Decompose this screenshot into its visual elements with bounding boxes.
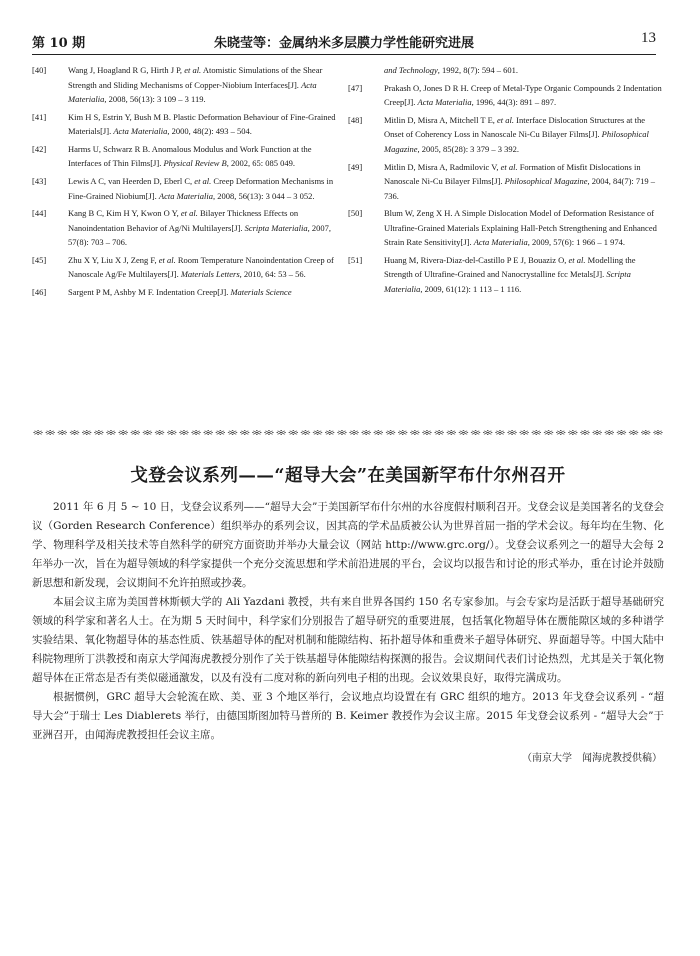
page-number: 13 [641, 30, 656, 46]
reference-item [348, 253, 666, 297]
reference-journal: Acta Materialia [68, 79, 317, 104]
reference-item [32, 63, 336, 107]
reference-list-right [348, 63, 666, 300]
reference-journal: et al. [568, 254, 586, 265]
reference-text: Blum W, Zeng X H. A Simple Dislocation Model of Deformation Resistance of Ultrafine-Grained Materials Explaining Hall-Petch Strengthening and Enhanced Strain Rate Sensitivity[J]. [384, 208, 657, 248]
reference-item [348, 160, 666, 204]
reference-text: Formation of Misfit Dislocations in Nanoscale Ni-Cu Bilayer Films[J]. [384, 161, 641, 187]
reference-text: , 2008, 56(13): 3 044 – 3 052. [212, 190, 315, 201]
reference-item [348, 206, 666, 250]
reference-item [32, 253, 336, 282]
reference-number: [46] [32, 287, 47, 298]
reference-text: Zhu X Y, Liu X J, Zeng F, [68, 254, 159, 265]
reference-journal: Acta Materialia [473, 237, 528, 248]
reference-number: [42] [32, 143, 47, 154]
reference-item [32, 285, 336, 300]
reference-text: Kang B C, Kim H Y, Kwon O Y, [68, 208, 181, 219]
paragraph: 根据惯例，GRC 超导大会轮流在欧、美、亚 3 个地区举行，会议地点均设置在有 GRC 组织的地方。2013 年戈登会议系列 - “超导大会”于瑞士 Les Diablerets 举行，由德国斯图加特马普所的 B. Keimer 教授作为会议主席。2015 年戈登会议系列 - “超导大会”于亚洲召开，由闻海虎教授担任会议主席。 [32, 691, 664, 741]
reference-journal: Materials Letters [180, 269, 240, 280]
reference-number: [48] [348, 114, 363, 125]
reference-text: , 1996, 44(3): 891 – 897. [471, 97, 557, 108]
reference-text: Prakash O, Jones D R H. Creep of Metal-Type Organic Compounds 2 Indentation Creep[J]. [384, 82, 662, 108]
reference-journal: and Technology [384, 65, 438, 75]
reference-journal: et al. [497, 114, 515, 125]
reference-text: Sargent P M, Ashby M F. Indentation Creep[J]. [68, 287, 231, 298]
reference-text: , 2000, 48(2): 493 – 504. [167, 126, 252, 137]
reference-journal: Scripta Materialia [244, 222, 308, 233]
reference-journal: Acta Materialia [417, 97, 472, 108]
reference-text: Creep Deformation Mechanisms in Fine-Grained Niobium[J]. [68, 176, 334, 201]
paragraph: 本届会议主席为美国普林斯顿大学的 Ali Yazdani 教授，共有来自世界各国约 150 名专家参加。与会专家均是活跃于超导基础研究领域的科学家和著名人士。在为期 5 天时间中，科学家们分别报告了超导研究的重要进展，包括氧化物超导体在赝能隙区域的多种谱学实验结果、氧化物超导体的基态性质、铁基超导体的配对机制和能隙结构、拓扑超导体和重费米子超导体研究、界面超导等。中国大陆中科院物理所丁洪教授和南京大学闻海虎教授分别作了关于铁基超导体能隙结构探测的报告。会议期间代表们讨论热烈，尤其是关于氧化物超导体在正常态是否有类似磁通激发，以及有没有二度对称的新向列电子相的出现。会议效果良好，取得完满成功。 [32, 596, 664, 684]
ornamental-divider [32, 427, 664, 437]
reference-number: [44] [32, 208, 47, 219]
reference-number: [47] [348, 82, 363, 93]
reference-text: , 2008, 56(13): 3 109 – 3 119. [104, 94, 206, 104]
reference-journal: et al. [194, 176, 212, 187]
reference-journal: et al. [500, 161, 518, 172]
reference-item [32, 174, 336, 203]
reference-text: , 2007, 57(8): 703 – 706. [68, 222, 332, 248]
reference-journal: Scripta Materialia [384, 269, 631, 294]
reference-journal: Acta Materialia [113, 126, 168, 137]
reference-list-left [32, 63, 336, 303]
reference-journal: et al. [184, 65, 202, 75]
reference-text: , 2009, 61(12): 1 113 – 1 116. [420, 283, 522, 294]
running-title: 朱晓莹等：金属纳米多层膜力学性能研究进展 [213, 36, 474, 51]
reference-item [32, 110, 336, 139]
reference-text: Room Temperature Nanoindentation Creep of Nanoscale Ag/Fe Multilayers[J]. [68, 254, 334, 280]
reference-text: Bilayer Thickness Effects on Nanoindentation Behavior of Ag/Ni Multilayers[J]. [68, 208, 299, 233]
article-credit: （南京大学 闻海虎教授供稿） [522, 753, 662, 764]
reference-text: Huang M, Rivera-Diaz-del-Castillo P E J, Bouaziz O, [384, 254, 569, 265]
reference-text: , 2009, 57(6): 1 966 – 1 974. [527, 237, 626, 248]
reference-number: [45] [32, 254, 47, 265]
issue-label: 第 10 期 [32, 36, 86, 51]
reference-text: , 2004, 84(7): 719 – 736. [384, 176, 656, 201]
reference-number: [40] [32, 65, 47, 75]
reference-text: , 2010, 64: 53 – 56. [239, 269, 306, 280]
reference-number: [43] [32, 176, 47, 187]
svg-text:※※※※※※※※※※※※※※※※※※※※※※※※※※※※※※: ※※※※※※※※※※※※※※※※※※※※※※※※※※※※※※※※※※※※※※※※※※※※※※※※※※※※ [32, 429, 664, 437]
reference-item [348, 81, 666, 110]
reference-text: Modelling the Strength of Ultrafine-Grained and Nanocrystalline fcc Metals[J]. [384, 254, 636, 280]
reference-item [32, 142, 336, 171]
reference-number: [49] [348, 161, 363, 172]
reference-journal: et al. [158, 254, 176, 265]
reference-text: Atomistic Simulations of the Shear Strength and Sliding Mechanisms of Copper-Niobium Interfaces[J]. [68, 65, 323, 90]
reference-journal: et al. [180, 208, 198, 219]
article-body [32, 498, 664, 768]
reference-journal: Physical Review B [163, 158, 227, 169]
reference-text: Mitlin D, Misra A, Mitchell T E, [384, 114, 498, 125]
reference-number: [50] [348, 208, 363, 219]
reference-text: Lewis A C, van Heerden D, Eberl C, [68, 176, 195, 187]
reference-text: Harms U, Schwarz R B. Anomalous Modulus and Work Function at the Interfaces of Thin Films[J]. [68, 143, 312, 169]
reference-text: , 1992, 8(7): 594 – 601. [437, 65, 519, 75]
reference-journal: Acta Materialia [158, 190, 213, 201]
reference-journal: Philosophical Magazine [384, 129, 649, 154]
running-header [32, 30, 656, 55]
reference-text: Mitlin D, Misra A, Radmilovic V, [384, 161, 501, 172]
article-title: 戈登会议系列——“超导大会”在美国新罕布什尔州召开 [130, 466, 566, 486]
reference-text: Interface Dislocation Structures at the Onset of Coherency Loss in Nanoscale Ni-Cu Bilayer Films[J]. [384, 114, 646, 140]
reference-text: , 2005, 85(28): 3 379 – 3 392. [417, 143, 520, 154]
reference-item [32, 206, 336, 250]
reference-item [348, 63, 666, 78]
reference-text: Wang J, Hoagland R G, Hirth J P, [68, 65, 185, 75]
reference-text: Kim H S, Estrin Y, Bush M B. Plastic Deformation Behaviour of Fine-Grained Materials[J]. [68, 111, 336, 137]
reference-item [348, 113, 666, 157]
reference-journal: Philosophical Magazine [504, 176, 588, 187]
reference-number: [41] [32, 111, 47, 122]
reference-journal: Materials Science [230, 287, 292, 298]
paragraph: 2011 年 6 月 5 ~ 10 日，戈登会议系列——“超导大会”于美国新罕布什尔州的水谷度假村顺利召开。戈登会议是美国著名的戈登会议（Gorden Research Conference）组织举办的系列会议，因其高的学术品质被公认为世界首屈一指的学术会议。每年均在生物、化学、物理科学及相关技术等自然科学的研究方面资助并举办大量会议（网站 http://www.grc.org/）。戈登会议系列之一的超导大会每 2 年举办一次，旨在为超导领域的科学家提供一个充分交流思想和学术前沿进展的平台，会议均以报告和讨论的形式举办，重在讨论并鼓励新思想和新发现，会议期间不允许拍照或抄袭。 [32, 501, 664, 589]
reference-text: , 2002, 65: 085 049. [226, 158, 295, 169]
reference-number: [51] [348, 254, 363, 265]
